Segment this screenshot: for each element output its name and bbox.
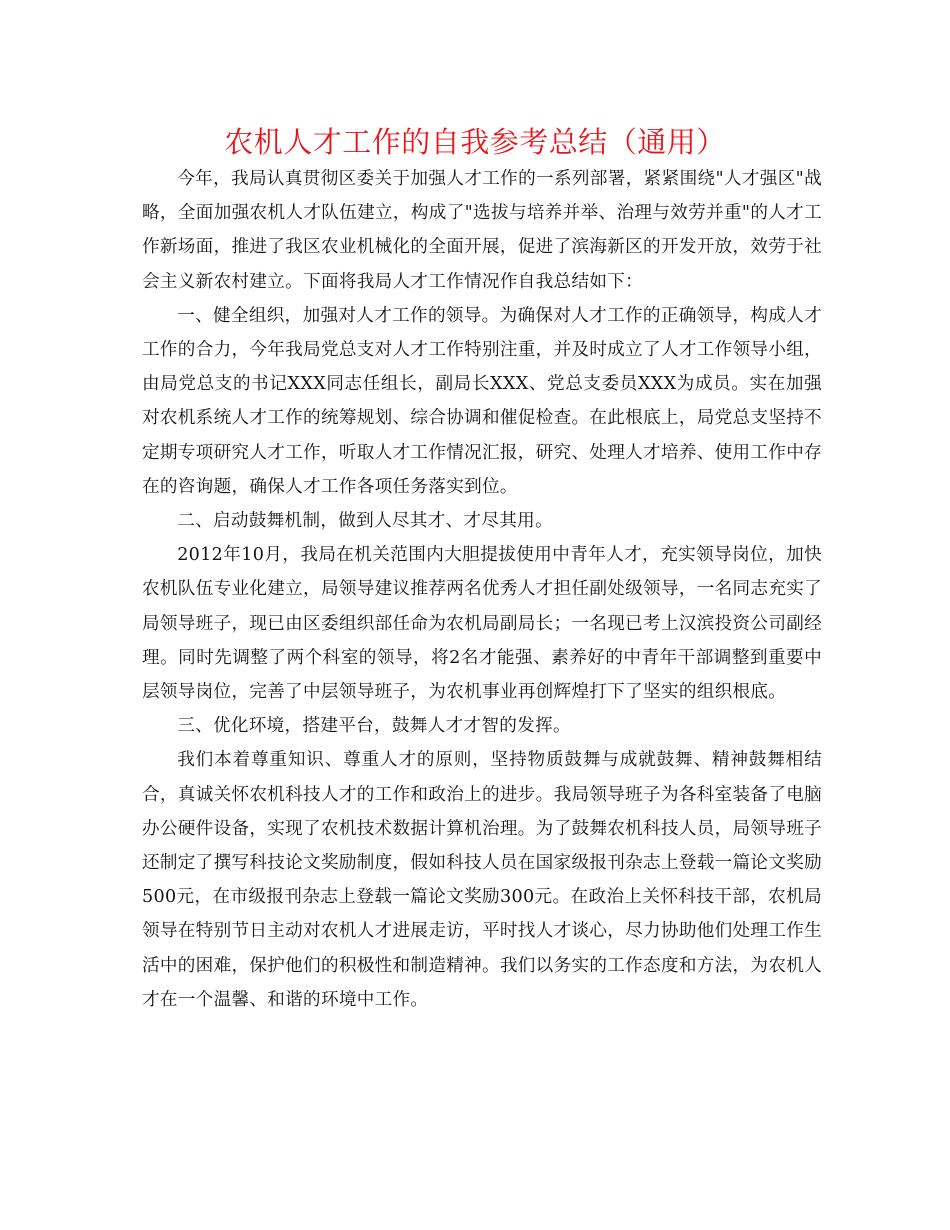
paragraph: 今年，我局认真贯彻区委关于加强人才工作的一系列部署，紧紧围绕"人才强区"战略，全面加强农机人才队伍建立，构成了"选拔与培养并举、治理与效劳并重"的人才工作新场面，推进了我区农业机械化的全面开展，促进了滨海新区的开发开放，效劳于社会主义新农村建立。下面将我局人才工作情况作自我总结如下： xyxy=(142,169,822,292)
paragraph: 一、健全组织，加强对人才工作的领导。为确保对人才工作的正确领导，构成人才工作的合力，今年我局党总支对人才工作特别注重，并及时成立了人才工作领导小组，由局党总支的书记XXX同志任组长，副局长XXX、党总支委员XXX为成员。实在加强对农机系统人才工作的统筹规划、综合协调和催促检查。在此根底上，局党总支坚持不定期专项研究人才工作，听取人才工作情况汇报，研究、处理人才培养、使用工作中存在的咨询题，确保人才工作各项任务落实到位。 xyxy=(142,305,822,497)
paragraph: 我们本着尊重知识、尊重人才的原则，坚持物质鼓舞与成就鼓舞、精神鼓舞相结合，真诚关怀农机科技人才的工作和政治上的进步。我局领导班子为各科室装备了电脑办公硬件设备，实现了农机技术数据计算机治理。为了鼓舞农机科技人员，局领导班子还制定了撰写科技论文奖励制度，假如科技人员在国家级报刊杂志上登载一篇论文奖励500元，在市级报刊杂志上登载一篇论文奖励300元。在政治上关怀科技干部，农机局领导在特别节日主动对农机人才进展走访，平时找人才谈心，尽力协助他们处理工作生活中的困难，保护他们的积极性和制造精神。我们以务实的工作态度和方法，为农机人才在一个温馨、和谐的环境中工作。 xyxy=(142,750,822,1010)
paragraph: 2012年10月，我局在机关范围内大胆提拔使用中青年人才，充实领导岗位，加快农机队伍专业化建立，局领导建议推荐两名优秀人才担任副处级领导，一名同志充实了局领导班子，现已由区委组织部任命为农机局副局长；一名现已考上汉滨投资公司副经理。同时先调整了两个科室的领导，将2名才能强、素养好的中青年干部调整到重要中层领导岗位，完善了中层领导班子，为农机事业再创辉煌打下了坚实的组织根底。 xyxy=(142,545,822,703)
document-body xyxy=(142,162,822,1017)
section-heading: 三、优化环境，搭建平台，鼓舞人才才智的发挥。 xyxy=(177,716,571,737)
document-title: 农机人才工作的自我参考总结（通用） xyxy=(224,125,726,159)
section-heading: 二、启动鼓舞机制，做到人尽其才、才尽其用。 xyxy=(177,511,553,532)
